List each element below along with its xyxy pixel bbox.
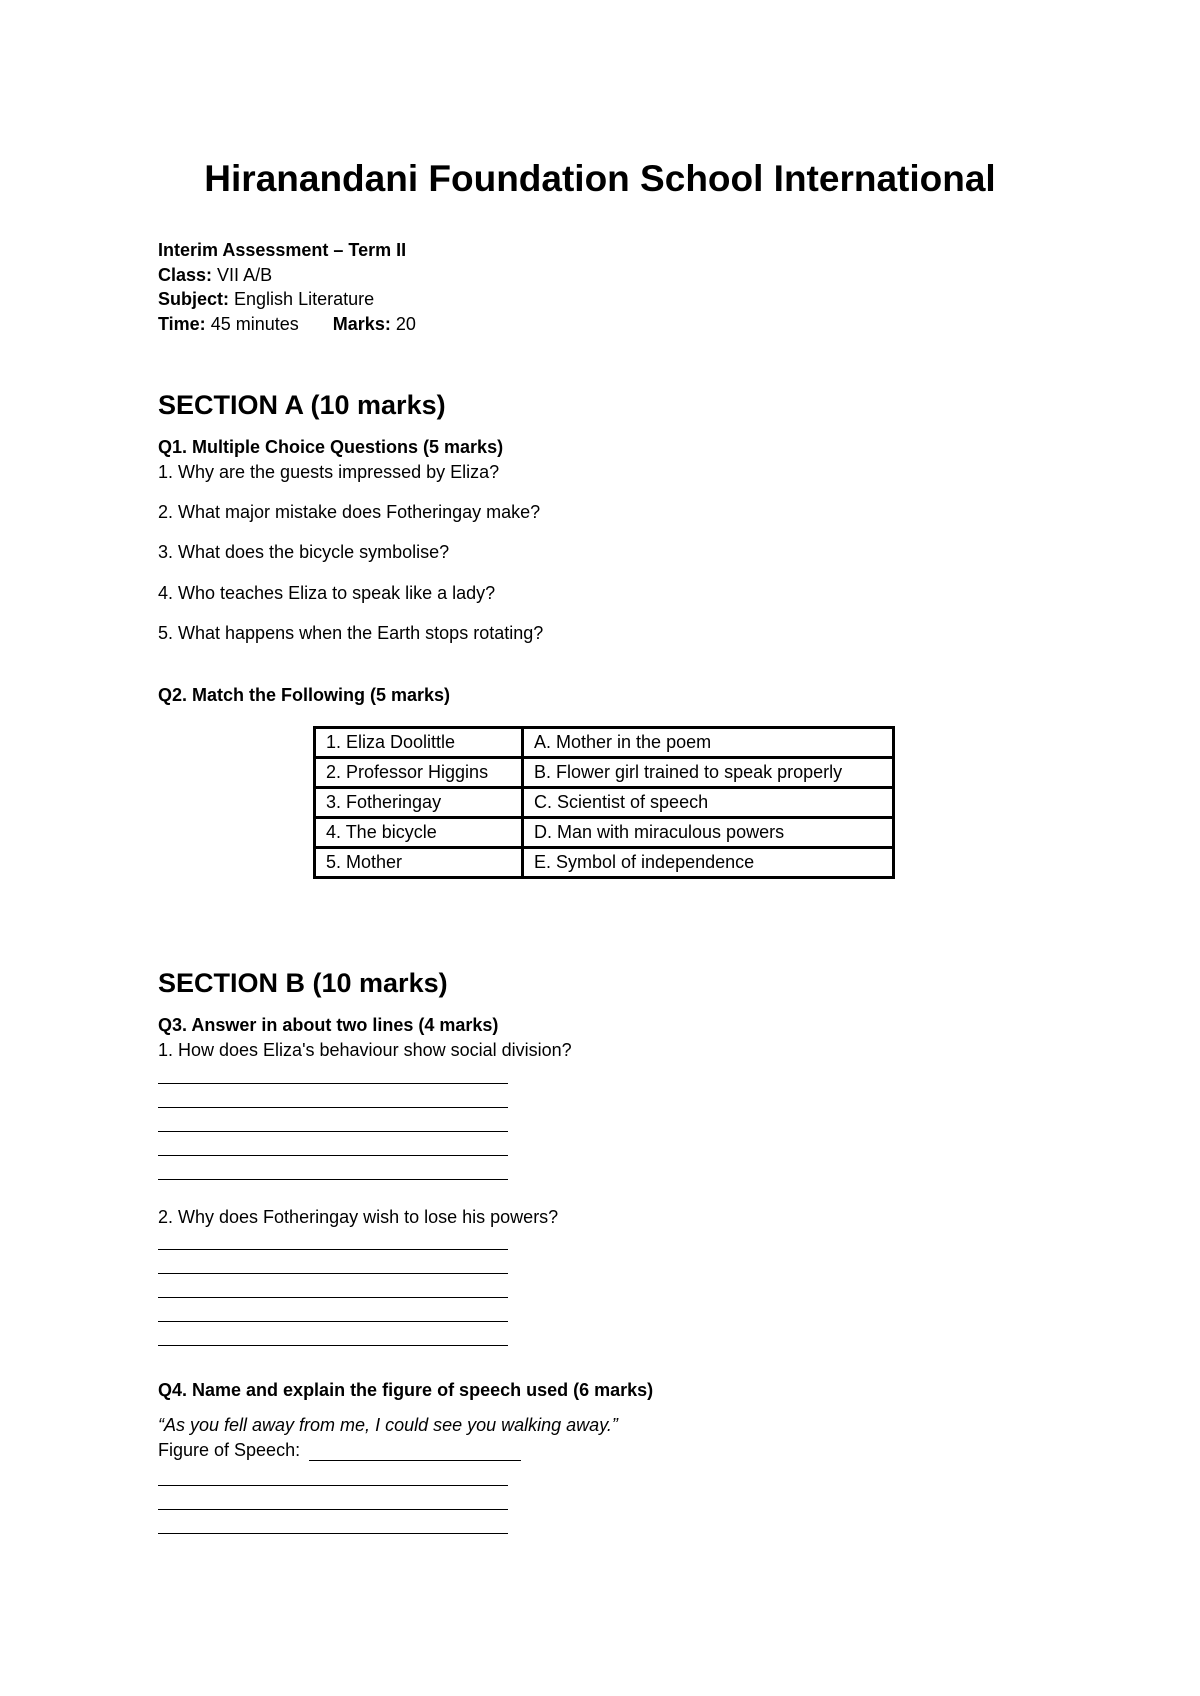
marks-value: 20 [395,313,416,334]
q3-heading: Q3. Answer in about two lines (4 marks) [158,1015,499,1035]
mcq-item: 2. What major mistake does Fotheringay make? [158,502,541,522]
table-row [315,728,894,758]
subject-value: English Literature [234,289,375,309]
mcq-item: 4. Who teaches Eliza to speak like a lady? [158,583,496,603]
figure-of-speech-label: Figure of Speech: [158,1440,301,1460]
match-right-cell: C. Scientist of speech [523,788,894,818]
table-row [315,848,894,878]
mcq-item: 3. What does the bicycle symbolise? [158,542,450,562]
mcq-item: 5. What happens when the Earth stops rotating? [158,623,544,643]
match-left-cell: 2. Professor Higgins [315,758,523,788]
answer-line[interactable] [158,1345,508,1346]
match-left-cell: 5. Mother [315,848,523,878]
answer-line[interactable] [158,1155,508,1156]
answer-line[interactable] [158,1179,508,1180]
table-row [315,788,894,818]
q2-heading: Q2. Match the Following (5 marks) [158,685,451,705]
marks-label: Marks: [332,313,391,334]
match-left-cell: 3. Fotheringay [315,788,523,818]
match-right-cell: D. Man with miraculous powers [523,818,894,848]
answer-line[interactable] [158,1107,508,1108]
figure-of-speech-row [158,1440,521,1461]
table-row [315,818,894,848]
answer-line[interactable] [158,1485,508,1486]
match-right-cell: A. Mother in the poem [523,728,894,758]
answer-line[interactable] [158,1533,508,1534]
answer-line[interactable] [158,1083,508,1084]
section-a-heading: SECTION A (10 marks) [158,390,446,420]
match-left-cell: 1. Eliza Doolittle [315,728,523,758]
school-title: Hiranandani Foundation School International [204,158,996,199]
class-value: VII A/B [217,264,273,285]
match-table [313,726,895,879]
class-label: Class: [158,264,213,285]
mcq-item: 1. Why are the guests impressed by Eliza? [158,462,500,482]
q3-item: 1. How does Eliza's behaviour show social division? [158,1040,572,1060]
q4-heading: Q4. Name and explain the figure of speech used (6 marks) [158,1380,654,1400]
answer-line[interactable] [158,1509,508,1510]
subject-label: Subject: [158,289,230,309]
answer-line[interactable] [158,1321,508,1322]
q3-item: 2. Why does Fotheringay wish to lose his powers? [158,1207,559,1227]
exam-meta [158,238,416,336]
match-right-cell: E. Symbol of independence [523,848,894,878]
q1-heading: Q1. Multiple Choice Questions (5 marks) [158,437,504,457]
time-label: Time: [158,313,206,334]
match-left-cell: 4. The bicycle [315,818,523,848]
match-right-cell: B. Flower girl trained to speak properly [523,758,894,788]
figure-of-speech-blank[interactable] [309,1443,521,1461]
time-value: 45 minutes [210,313,299,334]
table-row [315,758,894,788]
answer-line[interactable] [158,1273,508,1274]
answer-line[interactable] [158,1131,508,1132]
assessment-title: Interim Assessment – Term II [158,240,407,260]
answer-line[interactable] [158,1249,508,1250]
answer-line[interactable] [158,1297,508,1298]
section-b-heading: SECTION B (10 marks) [158,968,448,998]
q4-quote: “As you fell away from me, I could see you walking away.” [158,1415,618,1435]
